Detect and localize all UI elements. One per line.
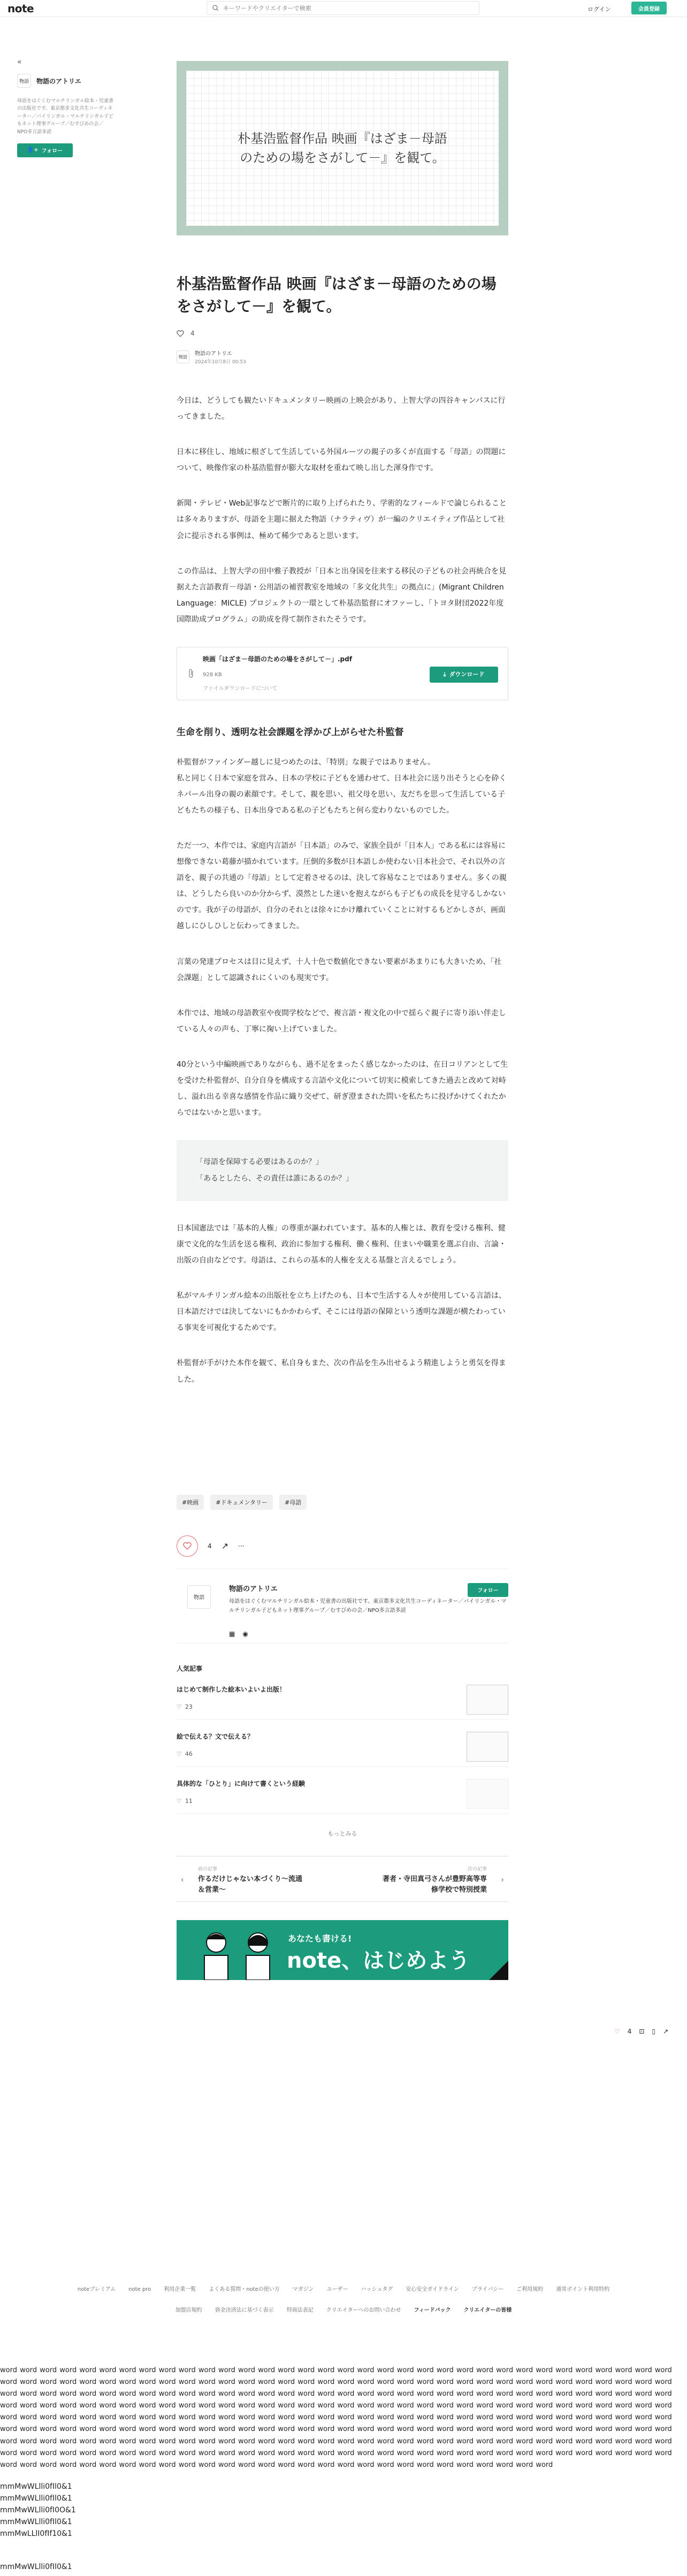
section-heading: 生命を削り、透明な社会課題を浮かび上がらせた朴監督 xyxy=(177,727,404,738)
file-name: 映画「はざま－母語のための場をさがして－」.pdf xyxy=(203,655,352,663)
popular-likes xyxy=(177,1751,508,1757)
like-count: 11 xyxy=(185,1797,193,1805)
follow-label: フォロー xyxy=(41,148,63,155)
article-body xyxy=(177,393,508,1388)
file-size: 928 KB xyxy=(203,672,222,678)
heart-icon xyxy=(183,1542,192,1550)
float-like-count: 4 xyxy=(627,2028,632,2035)
heart-icon: ♡ xyxy=(177,1797,182,1805)
login-link[interactable]: ログイン xyxy=(587,6,611,13)
bookmark-icon[interactable]: ⊡ xyxy=(639,2028,645,2035)
eyecatch-line-1: 朴基浩監督作品 映画『はざま－母語 xyxy=(238,131,447,146)
heart-icon: ♡ xyxy=(177,1750,182,1757)
filler-line: mmMwWLlli0fIl0&1 xyxy=(0,2494,72,2503)
download-icon: ⤓ xyxy=(443,671,446,678)
footer-links-row xyxy=(0,2305,687,2313)
quote-line: 「あるとしたら、その責任は誰にあるのか？」 xyxy=(196,1174,353,1183)
eyecatch-inner xyxy=(186,71,499,226)
paragraph: この作品は、上智大学の田中雅子教授が「日本と出身国を往来する移民の子どもの社会再統合を見据えた言語教育－母語・公用語の補習教室を地域の「多文化共生」の拠点に」(Migrant Children Language：MICLE) プロジェクトの一環として朴基浩監督にオファーし、「トヨタ財団2022年度国際助成プログラム」の助成を得て制作されたそうです。 xyxy=(177,567,506,624)
signup-banner[interactable] xyxy=(177,1920,508,1980)
paragraph: 朴監督が手がけた本作を観て、私自身もまた、次の作品を生み出せるよう精進しようと勇気を得ました。 xyxy=(177,1359,506,1384)
like-count-bottom: 4 xyxy=(208,1542,212,1550)
banner-title: note、はじめよう xyxy=(287,1948,470,1973)
heart-icon: ♡ xyxy=(177,1703,182,1710)
rss-icon[interactable]: ◉ xyxy=(242,1630,248,1638)
creator-name[interactable]: 物語のアトリエ xyxy=(36,77,81,85)
avatar[interactable]: 物語 xyxy=(17,74,31,88)
article-main xyxy=(177,61,508,1980)
author-avatar[interactable]: 物語 xyxy=(177,350,189,363)
banner-corner-arrow-icon xyxy=(489,1961,508,1980)
next-title-line: 修学校で特別授業 xyxy=(431,1886,487,1894)
note-logo[interactable]: note xyxy=(7,2,34,15)
paperclip-icon xyxy=(187,668,195,679)
footer-link[interactable]: ハッシュタグ xyxy=(361,2287,393,2292)
footer-link[interactable]: クリエイターへのお問い合わせ xyxy=(326,2307,401,2313)
heart-icon xyxy=(177,330,184,337)
magazine-icon[interactable]: ▦ xyxy=(229,1630,235,1638)
footer-link[interactable]: ユーザー xyxy=(326,2287,348,2292)
chevron-left-icon[interactable]: ‹ xyxy=(181,1875,184,1884)
popular-likes xyxy=(177,1703,508,1710)
next-label: 次の記事 xyxy=(467,1866,487,1872)
search-input[interactable] xyxy=(223,5,437,12)
avatar[interactable]: 物語 xyxy=(187,1585,211,1609)
creator-description: 母語をはぐくむマルチリンガル絵本・児童書の出版社です。東京都多文化共生コーディネーター／バイリンガル・マルチリンガル子どもネット理事グループ／むすびめの会／NPO多言語多読 xyxy=(17,98,114,135)
hashtag[interactable]: #映画 xyxy=(177,1495,204,1510)
person-illustration-icon xyxy=(195,1927,238,1980)
footer-link[interactable]: クリエイターの皆様 xyxy=(463,2307,512,2313)
creator-name[interactable]: 物語のアトリエ xyxy=(229,1585,278,1593)
paragraph: 言葉の発達プロセスは目に見えず、十人十色で数値化できない要素があまりにも大きいため、「社会課題」として認識されにくいのも現実です。 xyxy=(177,957,502,982)
footer-link[interactable]: noteプレミアム xyxy=(77,2287,116,2292)
follow-button[interactable]: フォロー xyxy=(468,1583,508,1597)
footer xyxy=(0,2284,687,2313)
popular-thumbnail[interactable] xyxy=(467,1732,508,1762)
download-button[interactable] xyxy=(430,667,498,683)
popular-likes xyxy=(177,1798,508,1805)
sidebar-creator[interactable] xyxy=(17,74,119,88)
popular-heading: 人気記事 xyxy=(177,1664,203,1672)
prev-article-link[interactable] xyxy=(198,1865,302,1897)
creator-card xyxy=(177,1569,508,1644)
footer-link[interactable]: 特商法表記 xyxy=(286,2307,314,2313)
download-label: ダウンロード xyxy=(449,671,485,678)
like-count: 46 xyxy=(185,1750,193,1757)
prev-label: 前の記事 xyxy=(198,1866,218,1872)
like-button[interactable] xyxy=(177,1535,198,1557)
filler-line: mmMwWLlli0fIl0&1 xyxy=(0,2482,72,2491)
article-title: 朴基浩監督作品 映画『はざま－母語のための場をさがして－』を観て。 xyxy=(177,275,497,315)
search-box[interactable] xyxy=(207,1,479,15)
popular-thumbnail[interactable] xyxy=(467,1685,508,1715)
footer-link[interactable]: フィードバック xyxy=(414,2307,451,2313)
prev-title[interactable] xyxy=(198,1874,302,1897)
user-plus-icon: 👤+ xyxy=(27,147,39,154)
paragraph: 朴監督がファインダー越しに見つめたのは、「特別」な親子ではありません。 私と同じく日本で家庭を営み、日本の学校に子どもを通わせて、日本社会に送り出そうと心を砕くネパール出身の親の素顔です。そして、親を思い、祖父母を思い、友だちを思って生活している子どもたちの様子も、日本出身である私の子どもたちと何ら変わりないものでした。 xyxy=(177,758,507,815)
signup-button[interactable]: 会員登録 xyxy=(631,2,667,14)
prev-title-line: ＆営業～ xyxy=(198,1886,226,1894)
prev-title-line: 作るだけじゃない本づくり～流通 xyxy=(198,1875,303,1883)
hashtag[interactable]: #ドキュメンタリー xyxy=(210,1495,273,1510)
footer-link[interactable]: 利用企業一覧 xyxy=(164,2287,196,2292)
next-title-line: 著者・寺田真弓さんが豊野高等専 xyxy=(382,1875,487,1883)
article-author[interactable] xyxy=(177,349,508,365)
eyecatch-line-2: のための場をさがして－』を観て。 xyxy=(240,150,445,165)
filler-text: word word word word word word word word word word word word word word word word word word word word word word word word word word word word word word word word word word word word word word word word word word word word word word word word word word word word word word word word word word word word word word word word word word word word word word word word word word word word word word word word word word word word word word word word word word word word word word word word word word word word word word word word word word word word word word word word word word word word word word word word word word word word word word word word word word word word word word word word word word word word word word word word word word word word word word word word word word word word word word word word word word word word word word word word word word word word word word word word word word word word word word word word word word word word word word word word word word word word word word word word word word word word word word word word word word word word word word word word word word word word word word word word word word word word word word word word word word word word word word word word word word word word word word word word word word word word word word word word word word word word word word word word word word word word word word word word word word word word word word word word word word word word word word word word word word word word word word word word word word word word xyxy=(0,2366,672,2469)
share-icon[interactable]: ↗ xyxy=(663,2028,669,2035)
like-count: 4 xyxy=(190,330,195,337)
paragraph: 本作では、地域の母語教室や夜間学校などで、複言語・複文化の中で揺らぐ親子に寄り添い伴走している人々の声も、丁寧に掬い上げていました。 xyxy=(177,1008,506,1034)
footer-link[interactable]: プライバシー xyxy=(471,2287,504,2292)
collapse-icon[interactable]: « xyxy=(17,58,22,66)
person-illustration-icon xyxy=(236,1927,279,1980)
popular-title[interactable]: 具体的な「ひとり」に向けて書くという経験 xyxy=(177,1779,306,1787)
publish-date: 2024年10月8日 00:53 xyxy=(195,360,246,365)
footer-link[interactable]: マガジン xyxy=(292,2287,314,2292)
like-count-top[interactable] xyxy=(177,330,508,337)
footer-link[interactable]: note pro xyxy=(128,2287,151,2292)
popular-item[interactable] xyxy=(177,1685,508,1720)
paragraph: ただ一つ、本作では、家庭内言語が「日本語」のみで、家族全員が「日本人」である私には容易に想像できない葛藤が描かれています。圧倒的多数が日本語しか使わない日本社会で、それ以外の言語を、親子の共通の「母語」として定着させるのは、決して容易なことではありません。多くの親は、どうしたら良いのか分からず、漠然とした迷いを抱えながらも子どもの成長を見守るしかないのです。我が子の母語が、自分のそれとは徐々にかけ離れていくことに対するもどかしさが、画面越しにひしひしと伝わってきました。 xyxy=(177,841,507,931)
follow-button[interactable] xyxy=(17,143,73,157)
paragraph: 日本国憲法では「基本的人権」の尊重が謳われています。基本的人権とは、教育を受ける権利、健康で文化的な生活を送る権利、政治に参加する権利、働く権利、住まいや職業を選ぶ自由、言論・出版の自由などです。母語は、これらの基本的人権を支える基盤と言えるでしょう。 xyxy=(177,1224,506,1265)
search-icon xyxy=(212,5,219,11)
file-attachment xyxy=(177,647,508,700)
popular-item[interactable] xyxy=(177,1779,508,1814)
paragraph: 今日は、どうしても観たいドキュメンタリー映画の上映会があり、上智大学の四谷キャンパスに行ってきました。 xyxy=(177,396,506,422)
filler-line: mmMwWLlli0fIl0&1 xyxy=(0,2518,72,2526)
footer-link[interactable]: 資金決済法に基づく表示 xyxy=(215,2307,274,2313)
next-article-link[interactable] xyxy=(383,1865,487,1897)
filler-line: mmMwWLlli0fIl0&1 xyxy=(0,2563,72,2571)
creator-sidebar xyxy=(17,58,119,157)
popular-title[interactable]: 絵で伝える？文で伝える？ xyxy=(177,1732,254,1740)
hashtag[interactable]: #母語 xyxy=(279,1495,307,1510)
hashtag-list xyxy=(177,1495,508,1510)
eyecatch-image xyxy=(177,61,508,235)
file-download-note[interactable]: ファイルダウンロードについて xyxy=(203,685,278,692)
prev-next-nav xyxy=(177,1856,508,1902)
footer-link[interactable]: 通常ポイント利用特約 xyxy=(556,2287,610,2292)
more-icon[interactable]: ··· xyxy=(238,1542,245,1550)
filler-line: mmMwWLlli0fI0O&1 xyxy=(0,2506,76,2514)
chevron-right-icon[interactable]: › xyxy=(501,1875,504,1884)
filler-line: mmMwLLlI0fIf10&1 xyxy=(0,2529,72,2538)
paragraph: 新聞・テレビ・Web記事などで断片的に取り上げられたり、学術的なフィールドで論じられることは多々ありますが、母語を主題に据えた物語（ナラティヴ）が一編のクリエイティブ作品として社会に提示される事例は、極めて稀少であると思います。 xyxy=(177,499,507,540)
paragraph: 40分という中編映画でありながらも、過不足をまったく感じなかったのは、在日コリアンとして生を受けた朴監督が、自分自身を構成する言語や文化について切実に模索してきた過去と改めて対峙し、溢れ出る幸喜な感情を作品に織り交ぜて、研ぎ澄まされた問いを私たちに投げかけてくれたからではないかと思います。 xyxy=(177,1060,508,1118)
show-more-link[interactable]: もっとみる xyxy=(327,1830,357,1837)
blockquote xyxy=(177,1140,508,1201)
share-icon[interactable]: ↗ xyxy=(221,1541,229,1551)
floating-action-bar xyxy=(614,2028,668,2035)
banner-subtitle: あなたも書ける! xyxy=(288,1933,352,1944)
popular-item[interactable] xyxy=(177,1732,508,1767)
footer-link[interactable]: ご利用規約 xyxy=(516,2287,544,2292)
next-title[interactable] xyxy=(383,1874,487,1897)
creator-description: 母語をはぐくむマルチリンガル絵本・児童書の出版社です。東京都多文化共生コーディネーター／バイリンガル・マルチリンガル子どもネット理事グループ／むすびめの会／NPO多言語多読 xyxy=(229,1598,507,1614)
creator-links xyxy=(229,1630,248,1638)
book-icon[interactable]: ▯ xyxy=(652,2028,656,2035)
quote-line: 「母語を保障する必要はあるのか？」 xyxy=(196,1158,323,1167)
paragraph: 私がマルチリンガル絵本の出版社を立ち上げたのも、日本で生活する人々が使用している言語は、日本語だけでは決してないにもかかわらず、そこには母語の保障という透明な課題が横たわっている事実を可視化するためです。 xyxy=(177,1291,506,1333)
header xyxy=(0,0,687,17)
author-name[interactable]: 物語のアトリエ xyxy=(195,351,232,357)
footer-link[interactable]: よくある質問・noteの使い方 xyxy=(209,2287,280,2292)
paragraph: 日本に移住し、地域に根ざして生活している外国ルーツの親子の多くが直面する「母語」の問題について、映像作家の朴基浩監督が膨大な取材を重ねて映し出した渾身作です。 xyxy=(177,448,506,473)
footer-link[interactable]: 安心安全ガイドライン xyxy=(406,2287,459,2292)
popular-thumbnail[interactable] xyxy=(467,1779,508,1809)
footer-link[interactable]: 加盟店規約 xyxy=(175,2307,202,2313)
popular-title[interactable]: はじめて制作した絵本いよいよ出版！ xyxy=(177,1685,286,1693)
heart-icon[interactable]: ♡ xyxy=(614,2028,620,2035)
article-actions xyxy=(177,1535,508,1557)
like-count: 23 xyxy=(185,1703,193,1710)
footer-links-row xyxy=(0,2284,687,2292)
